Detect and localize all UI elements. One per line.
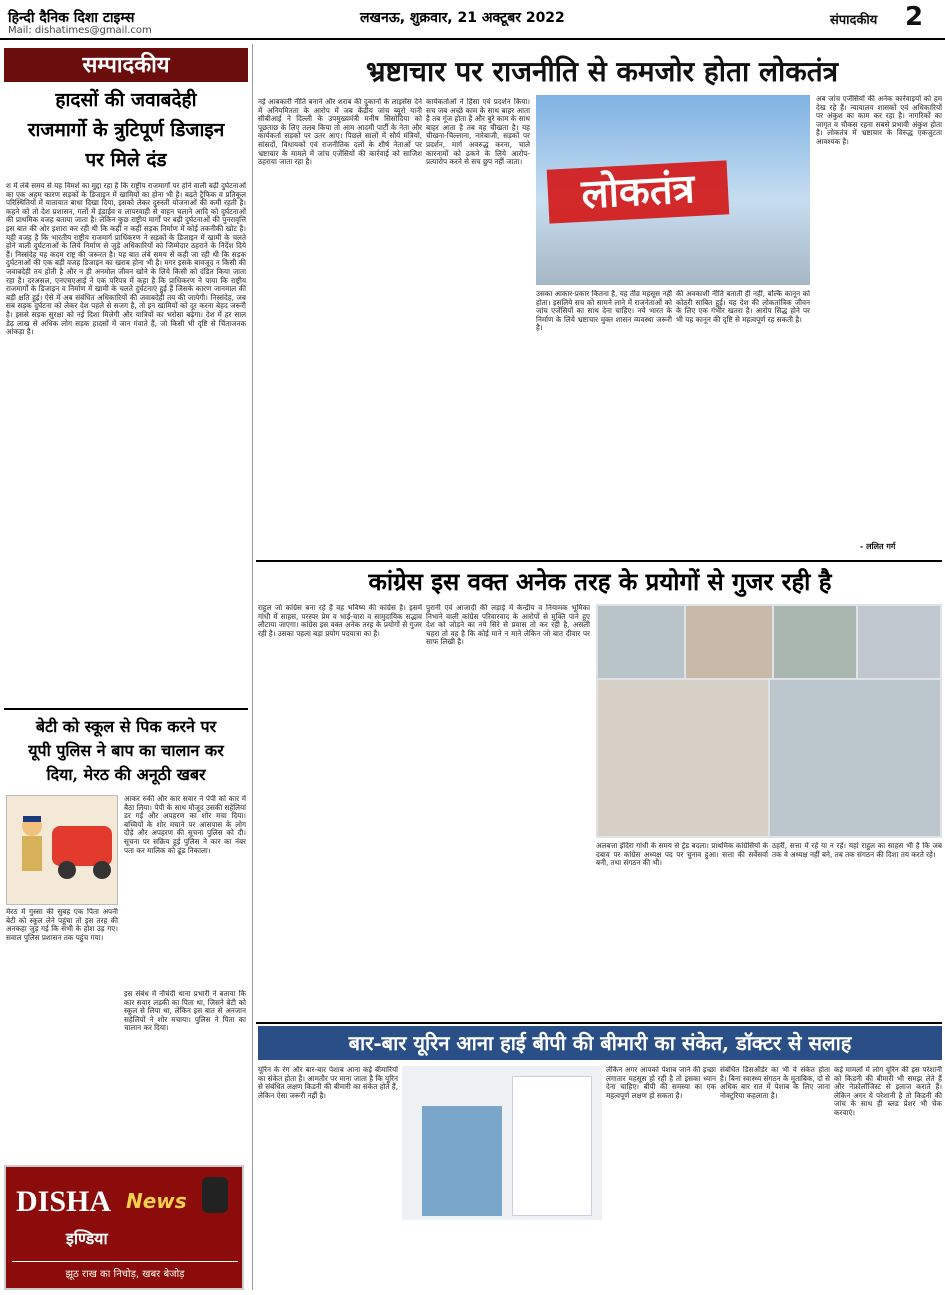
health-body-1: यूरिन के रंग और बार-बार पेशाब आना कई बीमारियों का संकेत होता है। आमतौर पर माना जाता है कि यूरिन से संबंधित लक्षण किडनी की बीमारी का संकेत होते हैं, लेकिन ऐसा जरूरी नहीं है। xyxy=(258,1066,398,1100)
story2-body-a: आकर रुकी और कार सवार ने पेपी को कार में बैठा लिया। पेपी के साथ मौजूद उसकी सहेलियां डर गईं और अपहरण का शोर मचा दिया। बच्चियों के शोर मचाने पर आसपास के लोग दौड़े और अपहरण की सूचना पुलिस को दी। सूचना पर सक्रिय हुई पुलिस ने कार का नंबर पता कर मालिक को ढूंढ निकाला। xyxy=(124,795,246,855)
lead-body-4: की अवकाशी नीति बताती ही नहीं, बल्कि कानून को कोठरी साबित हुई। यह देश की लोकतांत्रिक जीवन के लिए एक गंभीर खतरा है। आरोप सिद्ध होने पर भी यह कानून की दृष्टि से महत्वपूर्ण रह सकती है। xyxy=(676,290,810,324)
doctor-photo xyxy=(402,1066,602,1220)
editorial-label: सम्पादकीय xyxy=(4,48,248,82)
newspaper-title: हिन्दी दैनिक दिशा टाइम्स xyxy=(8,10,135,26)
editorial-headline-2: राजमार्गो के त्रुटिपूर्ण डिजाइन xyxy=(27,119,225,141)
date-line: लखनऊ, शुक्रवार, 21 अक्टूबर 2022 xyxy=(360,10,565,26)
divider xyxy=(256,1022,942,1024)
congress-headline: कांग्रेस इस वक्त अनेक तरह के प्रयोगों से गुजर रही है xyxy=(368,567,832,596)
ad-brand-news: News xyxy=(126,1189,187,1213)
lead-body-1: नई आबकारी नीति बनाने और शराब की दुकानों के लाइसेंस देने में अनियमितता के आरोप में जब केंद्रीय जांच ब्यूरो यानी सीबीआई ने दिल्ली के उपमुख्यमंत्री मनीष सिसोदिया को पूछताछ के लिए तलब किया तो आम आदमी पार्टी के नेता और कार्यकर्ता सड़कों पर उतर आए। पिछले सालों में सौर्य मंत्रियों, सांसदों, विधायकों एवं राजनीतिक दलों के शीर्ष नेताओं पर भ्रष्टाचार के मामले में जांच एजेंसियों की कार्रवाई को साजिश ठहराया जाता रहा है। xyxy=(258,98,422,167)
column-rule xyxy=(252,44,253,1290)
editorial-body: श में लंबे समय से यह विमर्श का मुद्दा रहा है कि राष्ट्रीय राजमार्गों पर होने वाली बढ़ी दुर्घटनाओं का एक अहम कारण सड़कों के डिजाइन में खामियों का होना भी है। बढ़ते ट्रैफिक व प्रतिकूल परिस्थितियों में यातायात बाधा दिखा दिया, इसको लेकर दुरुस्ती योजनाओं की कमी रहती है। कहने को तो देश प्रशासन, गलों में इंडाईव व लापरवाही से वाहन चलाने आदि को दुर्घटनाओं की प्राथमिक वजह बताया जाता है। लेकिन कुछ राष्ट्रीय मार्गों पर बढ़ी दुर्घटनाओं की पुनरावृत्ति इस बात की ओर इशारा कर रही थी कि कहीं न कहीं सड़क निर्माण में कोई तकनीकी खोट है। यही वजह है कि भारतीय राष्ट्रीय राजमार्ग प्राधिकरण ने सड़कों के डिजाइन में खामी के चलते होने वाली दुर्घटनाओं के लिये निर्माण से जुड़े अधिकारियों को जिम्मेदार ठहराने के निर्देश दिये हैं। निस्संदेह यह कदम राष्ट्र की जरूरत है। यह बात लंबे समय से कही जा रही थी कि सड़क दुर्घटनाओं की एक बड़ी वजह डिजाइन का खराब होना भी है। मगर इसके बावजूद न किसी की जवाबदेही तय होती है और न ही अनमोल जीवन खोने के लिये किसी को दंडित किया जाता रहा है। दरअसल, एनएचएआई ने एक परिपत्र में कहा है कि प्राधिकरण ने पाया कि राष्ट्रीय राजमार्गों के डिजाइन व निर्माण में खामी के चलते दुर्घटनाएं हुई हैं जिसके कारण जानमाल की बड़ी क्षति हुई। ऐसे में अब संबंधित अधिकारियों की जवाबदेही तय की जायेगी। निस्संदेह, जब सब सड़क दुर्घटना को लेकर देश पहले से सजग है, तो इन खामियों को दूर करना बेहद जरूरी है। इससे सड़क सुरक्षा को नई दिशा मिलेगी और यात्रियों का भरोसा बढ़ेगा। देश में हर साल डेढ़ लाख से अधिक लोग सड़क हादसों में जान गंवाते हैं, जो किसी भी दृष्टि से चिंताजनक आंकड़ा है। xyxy=(6,182,246,337)
lead-author: - ललित गर्ग xyxy=(860,542,896,551)
congress-body-2: पुरानी एवं आजादी की लड़ाई में केन्द्रीय व नियामक भूमिका निभाने वाली कांग्रेस परिवारवाद के आरोपों से मुक्ति पाने हुए देश को जोड़ने का नये सिरे से प्रयास तो कर रही है, असली चहरा तो वह है कि कोई माने न माने लेकिन जो बात दीवार पर साफ लिखी है। xyxy=(426,604,590,647)
lead-headline: भ्रष्टाचार पर राजनीति से कमजोर होता लोकतंत्र xyxy=(262,52,942,92)
congress-body-3: अलबत्ता इंदिरा गांधी के समय से ट्रेंड बदला। प्राथमिक कांग्रेसियों के दबाव पर कांग्रेस अध्यक्ष पद पर चुनाव हुआ। सत्ता की सर्वेसर्वा बनी, तथा संगठन की भी। xyxy=(596,842,768,868)
congress-body-4: ठहरीं, सत्ता में रहें या न रहें। यहां राहुल का साहस भी है कि जब तक वे अध्यक्ष नहीं बने, तब तक संगठन की दिशा तय करते रहे। xyxy=(772,842,942,859)
microphone-icon xyxy=(202,1177,228,1213)
rahul-photo-collage xyxy=(596,604,942,838)
editorial-headline-3: पर मिले दंड xyxy=(85,149,167,171)
health-body-3: संबंधित डिसऑर्डर का भी ये संकेत होता है। बिना स्वास्थ्य संगठन के मुताबिक, दो से अधिक बार रात में पेशाब के लिए जाना नोक्टूरिया कहलाता है। xyxy=(720,1066,830,1100)
story2-body-b: इस संबंध में नौचंदी थाना प्रभारी ने बताया कि कार सवार लड़की का पिता था, जिसने बेटी को स्कूल से लिया था, लेकिन इस बात से अनजान सहेलियों ने शोर मचाया। पुलिस ने पिता का चालान कर दिया। xyxy=(124,990,246,1033)
congress-body-1: राहुल जो कांग्रेस बना रहे हैं वह भविष्य की कांग्रेस है। इसमें गांधी में साहस, परस्पर प्रेम व भाई-चारा व सामुदायिक सद्भाव लौटाया जाएगा। कांग्रेस इस वक्त अनेक तरह के प्रयोगों से गुजर रही है। उसका पहला बड़ा प्रयोग पदयात्रा का है। xyxy=(258,604,422,638)
lokatantra-text: लोकतंत्र xyxy=(547,160,730,223)
lead-body-5: अब जांच एजेंसियों की अनेक कार्रवाइयों को हम देख रहे हैं। न्यायालय शासकों एवं अधिकारियों पर अंकुश का काम कर रहा है। नागरिकों का जागृत व चौकस रहना सबसे प्रभावी अंकुश होता है। लोकतंत्र में भ्रष्टाचार के विरुद्ध एकजुटता आवश्यक है। xyxy=(816,95,942,146)
lead-body-3: उसका आकार-प्रकार कितना है, यह तीव्र महसूस नहीं होता। इसलिये सच को सामने लाने में राजनेताओं को जांच एजेंसियों का साथ देना चाहिए। नये भारत के निर्माण के लिये भ्रष्टाचार मुक्त शासन व्यवस्था जरूरी है। xyxy=(536,290,672,333)
health-body-4: कई मामलों में लोग यूरिन की इस परेशानी को किडनी की बीमारी भी समझ लेते हैं और नेफ्रोलॉजिस्ट से इलाज कराते हैं। लेकिन अगर ये परेशानी है तो किडनी की जांच के साथ ही ब्लड प्रेशर भी चेक करवाएं। xyxy=(834,1066,942,1117)
divider xyxy=(256,560,942,562)
editorial-headline-1: हादसों की जवाबदेही xyxy=(55,89,197,111)
ad-brand: DISHA xyxy=(16,1185,112,1218)
police-cartoon-image xyxy=(6,795,118,905)
parliament-image xyxy=(536,95,810,285)
health-headline: बार-बार यूरिन आना हाई बीपी की बीमारी का संकेत, डॉक्टर से सलाह xyxy=(258,1026,942,1060)
masthead xyxy=(0,0,945,40)
story2-headline-1: बेटी को स्कूल से पिक करने पर xyxy=(35,717,217,736)
story2-headline-2: यूपी पुलिस ने बाप का चालान कर xyxy=(28,741,224,760)
contact-line: Mail: dishatimes@gmail.com xyxy=(8,25,152,36)
page-number: 2 xyxy=(905,2,924,32)
ad-brand-india: इण्डिया xyxy=(66,1229,108,1248)
ad-tagline: झूठ राख का निचोड़, खबर बेजोड़ xyxy=(12,1261,238,1280)
story2-caption: मेरठ में गुस्सा की सुबह एक पिता अपनी बेटी को स्कूल लेने पहुंचा तो इस तरह की अनकहा जुड़ गई कि सभी के होश उड़ गए। सवाल पुलिस प्रशासन तक पहुंच गया। xyxy=(6,908,118,942)
health-body-2: लेकिन अगर आपको पेशाब जाने की इच्छा लगातार महसूस हो रही है तो इसका ध्यान देना चाहिए। बीपी की समस्या का एक महत्वपूर्ण लक्षण हो सकता है। xyxy=(606,1066,716,1100)
story2-headline-3: दिया, मेरठ की अनूठी खबर xyxy=(46,765,206,784)
divider xyxy=(4,708,248,710)
disha-news-ad xyxy=(4,1165,244,1290)
section-name: संपादकीय xyxy=(830,13,878,28)
lead-body-2: कार्यकर्ताओं ने हिंसा एवं प्रदर्शन किया। सच जब अच्छे काम के साथ बाहर आता है तब गूंज होता है और बुरे काम के साथ बाहर आता है तब वह चीखता है। यह चीखना-चिल्लाना, नारेबाजी, सड़कों पर प्रदर्शन, मार्ग अवरुद्ध करना, चाले कारनामों को ढकने के लिये आरोप-प्रत्यारोप करने से सच छुप नहीं जाता। xyxy=(426,98,530,167)
